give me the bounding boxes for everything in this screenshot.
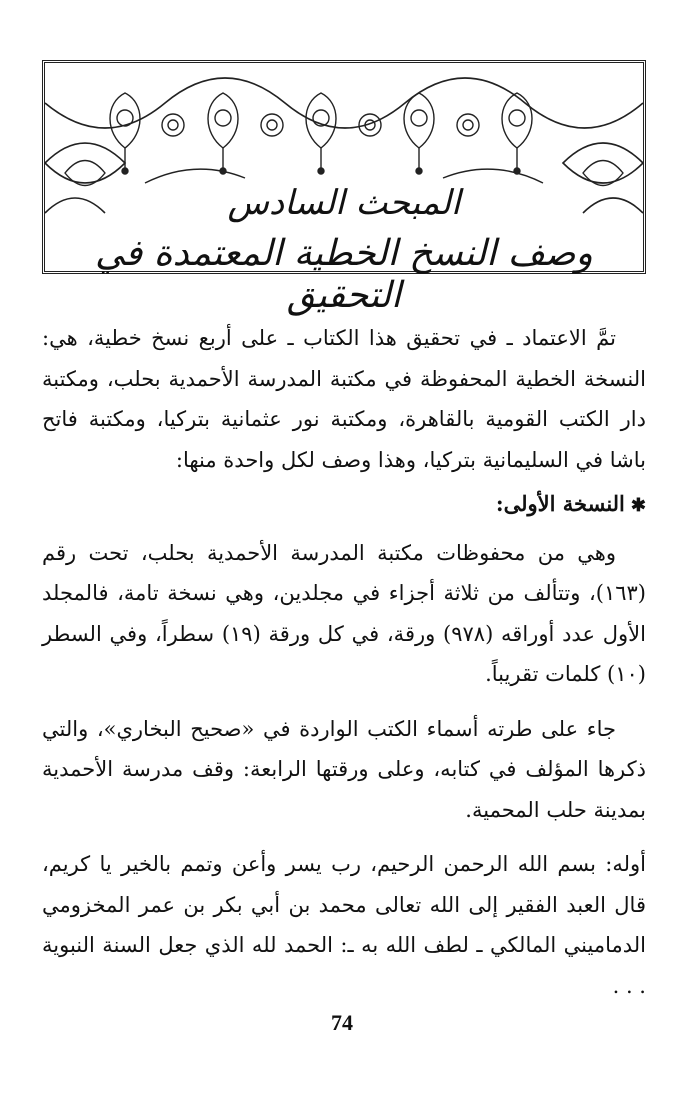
- ornamental-header: [42, 60, 646, 316]
- paragraph-3: أوله: بسم الله الرحمن الرحيم، رب يسر وأعن وتمم بالخير يا كريم، قال العبد الفقير إلى الله تعالى محمد بن أبي بكر بن عمر المخزومي الدماميني المالكي ـ لطف الله به ـ: الحمد لله الذي جعل السنة النبوية . . .: [42, 852, 646, 998]
- asterisk-icon: ✱: [630, 495, 646, 516]
- first-copy-heading-text: النسخة الأولى:: [495, 491, 625, 516]
- section-title: وصف النسخ الخطية المعتمدة في التحقيق: [95, 233, 593, 316]
- paragraph-1: وهي من محفوظات مكتبة المدرسة الأحمدية بحلب، تحت رقم (١٦٣)، وتتألف من ثلاثة أجزاء في مجلدين، وهي نسخة تامة، فالمجلد الأول عدد أوراقه (٩٧٨) ورقة، في كل ورقة (١٩) سطراً، وفي السطر (١٠) كلمات تقريباً.: [42, 540, 646, 686]
- first-copy-heading: [42, 484, 646, 527]
- paragraph-2: جاء على طرته أسماء الكتب الواردة في «صحيح البخاري»، والتي ذكرها المؤلف في كتابه، وعلى ورقتها الرابعة: وقف مدرسة الأحمدية بمدينة حلب المحمية.: [42, 716, 646, 822]
- section-label: المبحث السادس: [227, 183, 461, 223]
- intro-paragraph: تمَّ الاعتماد ـ في تحقيق هذا الكتاب ـ على أربع نسخ خطية، هي: النسخة الخطية المحفوظة في مكتبة المدرسة الأحمدية بحلب، ومكتبة دار الكتب القومية بالقاهرة، ومكتبة نور عثمانية بتركيا، ومكتبة فاتح باشا في السليمانية بتركيا، وهذا وصف لكل واحدة منها:: [42, 326, 646, 472]
- page-number: 74: [331, 1010, 353, 1035]
- body-text: [42, 318, 646, 1006]
